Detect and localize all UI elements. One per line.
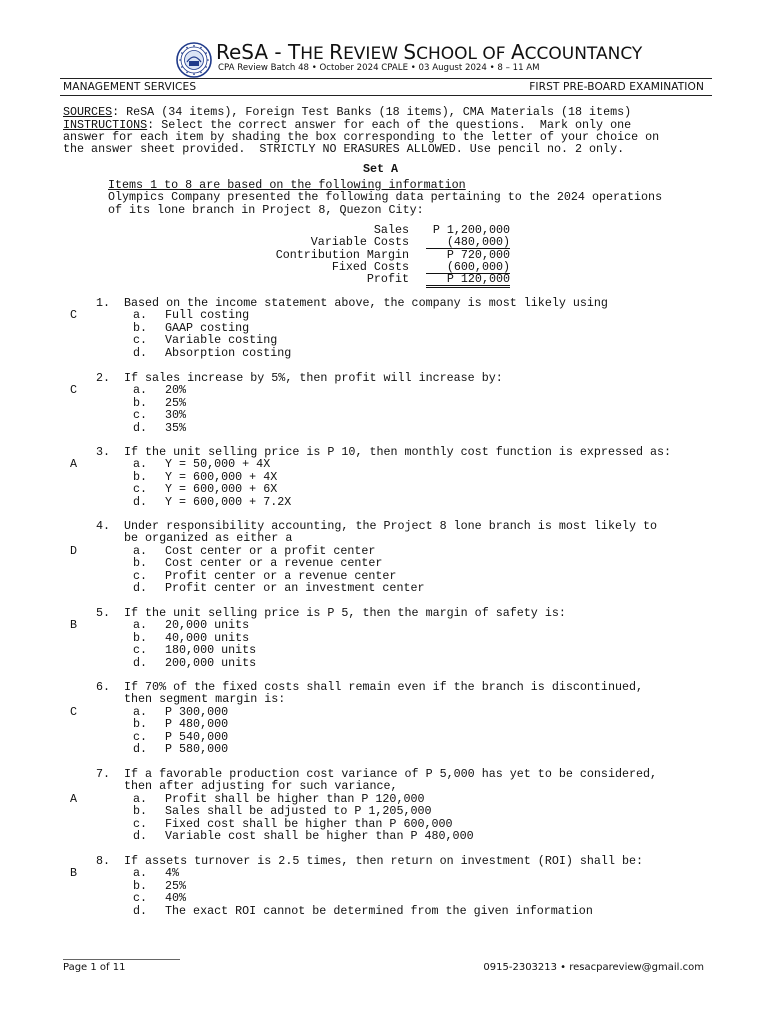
option-text: Variable cost shall be higher than P 480,000 [165,829,474,843]
question-number: 2. [96,371,111,385]
question-number: 4. [96,519,111,533]
option-text: 20% [165,383,187,398]
answer-key: C [70,704,78,719]
option-text: Y = 600,000 + 6X [165,482,278,497]
answer-key: B [70,618,78,633]
school-title: ReSA - THE REVIEW SCHOOL OF ACCOUNTANCY [216,40,643,64]
subject-title: MANAGEMENT SERVICES [63,81,197,93]
option-letter: a. [133,791,148,806]
option-text: P 580,000 [165,742,229,756]
option-letter: c. [133,643,148,658]
option-text: Sales shall be adjusted to P 1,205,000 [165,804,432,819]
option-text: Fixed cost shall be higher than P 600,000 [165,816,453,831]
statement-value: P 1,200,000 [432,223,510,237]
option-letter: d. [133,742,148,756]
question-number: 7. [96,767,111,781]
footer-rule [63,959,180,960]
statement-label: Sales [373,223,409,237]
answer-key: B [70,866,78,881]
statement-label: Fixed Costs [331,260,409,274]
option-text: Cost center or a revenue center [165,556,383,571]
option-text: Full costing [165,308,250,323]
option-text: GAAP costing [165,320,250,335]
option-letter: b. [133,717,148,732]
option-letter: d. [133,494,148,509]
option-letter: b. [133,320,148,335]
question-text: If 70% of the fixed costs shall remain even if the branch is discontinued, [124,680,644,694]
option-text: P 300,000 [165,704,229,719]
statement-label: Profit [366,272,409,286]
option-letter: b. [133,556,148,571]
option-letter: d. [133,655,148,670]
option-text: Variable costing [165,333,278,348]
statement-label: Variable Costs [310,235,409,249]
case-line-2: of its lone branch in Project 8, Quezon City: [108,203,424,217]
resa-seal-logo [176,42,212,78]
option-letter: c. [133,816,148,831]
option-letter: a. [133,457,148,472]
question-number: 6. [96,680,111,694]
option-text: The exact ROI cannot be determined from the given information [165,903,593,918]
question-text: then segment margin is: [124,692,286,707]
option-letter: a. [133,866,148,881]
answer-key: A [70,791,78,806]
sources-line: SOURCES: ReSA (34 items), Foreign Test Banks (18 items), CMA Materials (18 items) [63,105,632,119]
instructions-line-3: the answer sheet provided. STRICTLY NO ERASURES ALLOWED. Use pencil no. 2 only. [63,142,625,156]
page-number: Page 1 of 11 [63,962,126,973]
option-letter: c. [133,482,148,497]
question-text: Under responsibility accounting, the Project 8 lone branch is most likely to [124,519,658,533]
option-text: Profit shall be higher than P 120,000 [165,791,425,806]
option-text: 30% [165,408,187,423]
statement-value: P 120,000 [426,273,510,288]
option-text: 40,000 units [165,630,250,645]
option-letter: d. [133,581,148,595]
answer-key: D [70,543,78,558]
option-text: Cost center or a profit center [165,543,376,558]
statement-value: (480,000) [426,236,510,249]
option-letter: c. [133,729,148,744]
option-text: Profit center or an investment center [165,581,425,595]
question-text: then after adjusting for such variance, [124,779,398,794]
question-number: 1. [96,296,111,310]
option-letter: c. [133,891,148,906]
question-number: 5. [96,606,111,620]
header-rule-top [60,78,712,79]
option-text: 25% [165,395,187,410]
option-letter: a. [133,704,148,719]
set-label: Set A [363,162,399,176]
option-letter: a. [133,543,148,558]
batch-subtitle: CPA Review Batch 48 • October 2024 CPALE • 03 August 2024 • 8 – 11 AM [218,63,540,73]
option-letter: d. [133,903,148,918]
question-number: 3. [96,445,111,459]
answer-key: C [70,383,78,398]
option-text: 200,000 units [165,655,257,670]
question-number: 8. [96,854,111,868]
option-text: Y = 600,000 + 4X [165,469,278,484]
option-letter: c. [133,333,148,348]
question-text: If assets turnover is 2.5 times, then return on investment (ROI) shall be: [124,854,644,868]
option-text: Y = 50,000 + 4X [165,457,271,472]
question-text: If sales increase by 5%, then profit will increase by: [124,371,503,385]
instructions-line-1: INSTRUCTIONS: Select the correct answer for each of the questions. Mark only one [63,118,632,132]
exam-title: FIRST PRE-BOARD EXAMINATION [529,81,704,93]
option-letter: d. [133,345,148,360]
statement-value: (600,000) [426,261,510,274]
option-letter: b. [133,804,148,819]
statement-value: P 720,000 [446,248,510,262]
question-text: If the unit selling price is P 5, then the margin of safety is: [124,606,566,620]
option-text: Y = 600,000 + 7.2X [165,494,292,509]
option-text: 25% [165,878,187,893]
instructions-line-2: answer for each item by shading the box corresponding to the letter of your choice on [63,130,660,144]
option-letter: b. [133,878,148,893]
option-letter: d. [133,829,148,843]
statement-label: Contribution Margin [275,248,409,262]
answer-key: C [70,308,78,323]
question-text: be organized as either a [124,531,293,546]
option-letter: a. [133,308,148,323]
case-line-1: Olympics Company presented the following data pertaining to the 2024 operations [108,190,663,204]
option-letter: b. [133,630,148,645]
option-text: P 480,000 [165,717,229,732]
option-letter: c. [133,408,148,423]
question-text: If a favorable production cost variance of P 5,000 has yet to be considered, [124,767,658,781]
option-text: 4% [165,866,180,881]
option-text: 20,000 units [165,618,250,633]
option-letter: b. [133,469,148,484]
question-text: Based on the income statement above, the company is most likely using [124,296,608,310]
option-text: P 540,000 [165,729,229,744]
answer-key: A [70,457,78,472]
question-text: If the unit selling price is P 10, then monthly cost function is expressed as: [124,445,672,459]
option-text: 35% [165,420,187,435]
contact-info: 0915-2303213 • resacpareview@gmail.com [483,962,704,973]
option-letter: d. [133,420,148,435]
option-letter: c. [133,568,148,583]
case-heading: Items 1 to 8 are based on the following information [108,178,466,192]
header-rule-bottom [60,95,712,96]
option-text: 40% [165,891,187,906]
option-text: 180,000 units [165,643,257,658]
option-letter: a. [133,383,148,398]
option-text: Absorption costing [165,345,292,360]
option-text: Profit center or a revenue center [165,568,397,583]
option-letter: b. [133,395,148,410]
option-letter: a. [133,618,148,633]
